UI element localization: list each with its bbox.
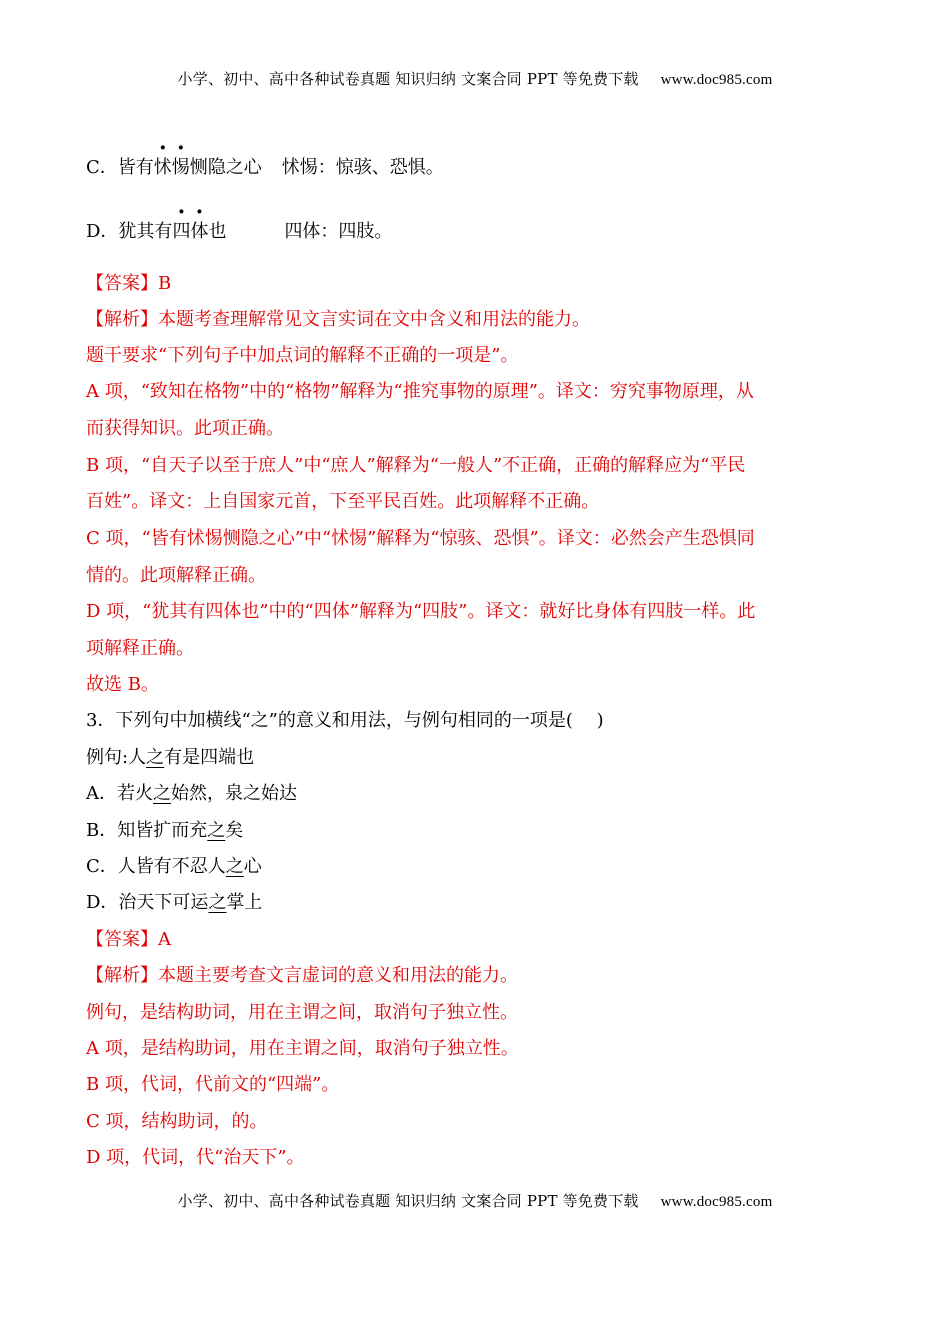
underlined-char: 之 [207,820,226,841]
option-c-suffix: 恻隐之心 [189,157,262,178]
option-post: 矣 [225,820,244,841]
option-c-line [86,150,866,186]
option-pre: A．若火 [86,783,153,804]
footer-url: www.doc985.com [660,1194,773,1210]
q3-analysis-line: 例句，是结构助词，用在主谓之间，取消句子独立性。 [86,1002,518,1023]
q2-analysis-line: B 项，“自天子以至于庶人”中“庶人”解释为“一般人”不正确，正确的解释应为“平民 [86,455,746,476]
q3-option-d [86,885,866,921]
option-pre: D．治天下可运 [86,892,209,913]
q3-analysis-line: 【解析】本题主要考查文言虚词的意义和用法的能力。 [86,965,518,986]
option-d-gloss: 四体：四肢。 [284,221,393,242]
q3-analysis-line: D 项，代词，代“治天下”。 [86,1147,305,1168]
q2-analysis-line: 项解释正确。 [86,638,194,659]
q2-analysis-line: A 项，“致知在格物”中的“格物”解释为“推究事物的原理”。译文：穷究事物原理，从 [86,381,754,402]
q2-analysis-line: 题干要求“下列句子中加点词的解释不正确的一项是”。 [86,345,519,366]
q3-answer: 【答案】A [86,929,171,950]
option-c-gloss: 怵惕：惊骇、恐惧。 [281,157,444,178]
dotted-char: 四 [172,221,191,242]
header-text: 小学、初中、高中各种试卷真题 知识归纳 文案合同 PPT 等免费下载 [177,70,639,88]
q3-analysis-line: C 项，结构助词，的。 [86,1111,268,1132]
dotted-char: 体 [190,221,209,242]
underlined-char: 之 [153,783,171,804]
example-post: 有是四端也 [164,747,255,768]
underlined-char: 之 [146,747,165,768]
option-post: 始然，泉之始达 [171,783,297,804]
q3-analysis-line: A 项，是结构助词，用在主谓之间，取消句子独立性。 [86,1038,519,1059]
q2-analysis-line: D 项，“犹其有四体也”中的“四体”解释为“四肢”。译文：就好比身体有四肢一样。此 [86,601,756,622]
option-d-prefix: D．犹其有 [86,221,173,242]
option-post: 心 [243,856,262,877]
q2-analysis-line: 百姓”。译文：上自国家元首，下至平民百姓。此项解释不正确。 [86,491,600,512]
q2-analysis-line: 而获得知识。此项正确。 [86,418,284,439]
page-header [0,68,950,89]
option-pre: C．人皆有不忍人 [86,856,226,877]
q2-analysis-line: C 项，“皆有怵惕恻隐之心”中“怵惕”解释为“惊骇、恐惧”。译文：必然会产生恐惧同 [86,528,755,549]
dotted-char: 怵 [153,157,172,178]
q3-option-a [86,776,866,812]
q3-option-b [86,813,866,849]
option-d-suffix: 也 [208,221,227,242]
q2-answer: 【答案】B [86,273,172,294]
option-d-line [86,214,866,250]
page-footer [0,1190,950,1211]
q3-analysis-line: B 项，代词，代前文的“四端”。 [86,1074,340,1095]
underlined-char: 之 [225,856,244,877]
option-post: 掌上 [226,892,263,913]
q3-example [86,740,866,776]
q2-analysis-line: 故选 B。 [86,674,159,695]
dotted-char: 惕 [171,157,190,178]
option-c-prefix: C．皆有 [86,157,154,178]
q2-analysis-line: 【解析】本题考查理解常见文言实词在文中含义和用法的能力。 [86,309,590,330]
header-url: www.doc985.com [660,72,773,88]
underlined-char: 之 [208,892,227,913]
q2-analysis-line: 情的。此项解释正确。 [86,565,266,586]
example-pre: 例句:人 [86,747,147,768]
option-pre: B．知皆扩而充 [86,820,208,841]
footer-text: 小学、初中、高中各种试卷真题 知识归纳 文案合同 PPT 等免费下载 [177,1192,639,1210]
q3-stem: 3．下列句中加横线“之”的意义和用法，与例句相同的一项是( ) [86,710,604,731]
q3-option-c [86,849,866,885]
